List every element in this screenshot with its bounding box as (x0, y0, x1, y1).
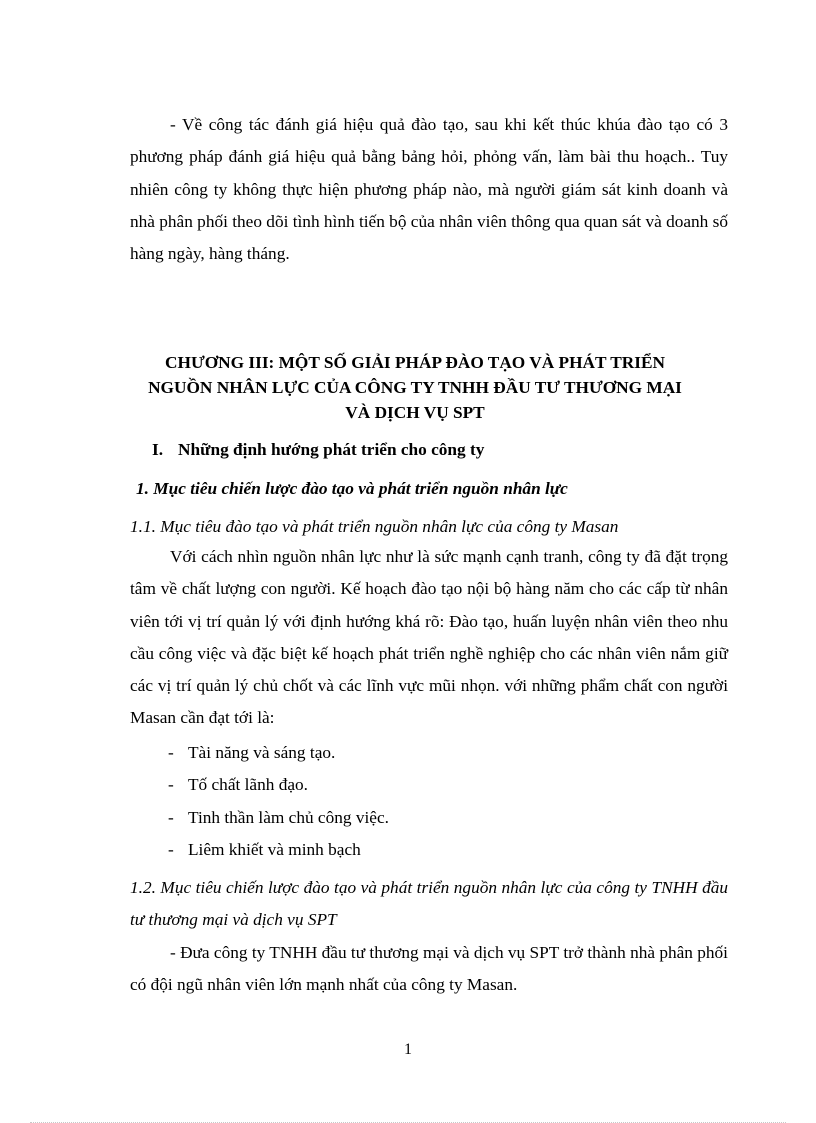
list-item-text: Tố chất lãnh đạo. (188, 775, 308, 795)
section-title: Những định hướng phát triển cho công ty (178, 440, 485, 459)
qualities-list (168, 737, 389, 866)
section-heading (152, 440, 484, 460)
bullet-dash: - (168, 839, 174, 859)
bullet-dash: - (168, 807, 174, 827)
chapter-heading-line-1: CHƯƠNG III: MỘT SỐ GIẢI PHÁP ĐÀO TẠO VÀ PHÁT TRIỂN (165, 353, 665, 372)
section-number: I. (152, 440, 164, 459)
list-item-text: Liêm khiết và minh bạch (188, 839, 361, 859)
list-item-text: Tinh thần làm chủ công việc. (188, 807, 389, 827)
spt-paragraph: - Đưa công ty TNHH đầu tư thương mại và dịch vụ SPT trở thành nhà phân phối có đội ngũ nhân viên lớn mạnh nhất của công ty Masan. (130, 943, 728, 995)
subsection-1-1-heading: 1.1. Mục tiêu đào tạo và phát triển nguồn nhân lực của công ty Masan (130, 517, 619, 536)
list-item (168, 802, 389, 834)
list-item (168, 769, 389, 801)
page-number: 1 (404, 1041, 412, 1058)
bullet-dash: - (168, 775, 174, 795)
list-item (168, 737, 389, 769)
chapter-heading-line-3: VÀ DỊCH VỤ SPT (345, 403, 485, 422)
evaluation-paragraph: - Về công tác đánh giá hiệu quả đào tạo, sau khi kết thúc khúa đào tạo có 3 phương pháp đánh giá hiệu quả bằng bảng hỏi, phỏng vấn, làm bài thu hoạch.. Tuy nhiên công ty không thực hiện phương pháp nào, mà người giám sát kinh doanh và nhà phân phối theo dõi tình hình tiến bộ của nhân viên thông qua quan sát và doanh số hàng ngày, hàng tháng. (130, 115, 729, 264)
list-item-text: Tài năng và sáng tạo. (188, 743, 336, 762)
chapter-heading-line-2: NGUỒN NHÂN LỰC CỦA CÔNG TY TNHH ĐẦU TƯ THƯƠNG MẠI (148, 378, 682, 397)
masan-paragraph: Với cách nhìn nguồn nhân lực như là sức mạnh cạnh tranh, công ty đã đặt trọng tâm về chất lượng con người. Kế hoạch đào tạo nội bộ hàng năm cho các cấp từ nhân viên tới vị trí quản lý với định hướng khá rõ: Đào tạo, huấn luyện nhân viên theo nhu cầu công việc và đặc biệt kế hoạch phát triển nghề nghiệp cho các nhân viên nắm giữ các vị trí quản lý chủ chốt và các lĩnh vực mũi nhọn. với những phẩm chất con người Masan cần đạt tới là: (130, 547, 728, 728)
chapter-heading (120, 350, 710, 425)
subsection-1-2-heading: 1.2. Mục tiêu chiến lược đào tạo và phát triển nguồn nhân lực của công ty TNHH đầu tư thương mại và dịch vụ SPT (130, 878, 728, 930)
list-item (168, 834, 389, 866)
subsection-heading: 1. Mục tiêu chiến lược đào tạo và phát triển nguồn nhân lực (136, 479, 568, 498)
bullet-dash: - (168, 743, 174, 762)
